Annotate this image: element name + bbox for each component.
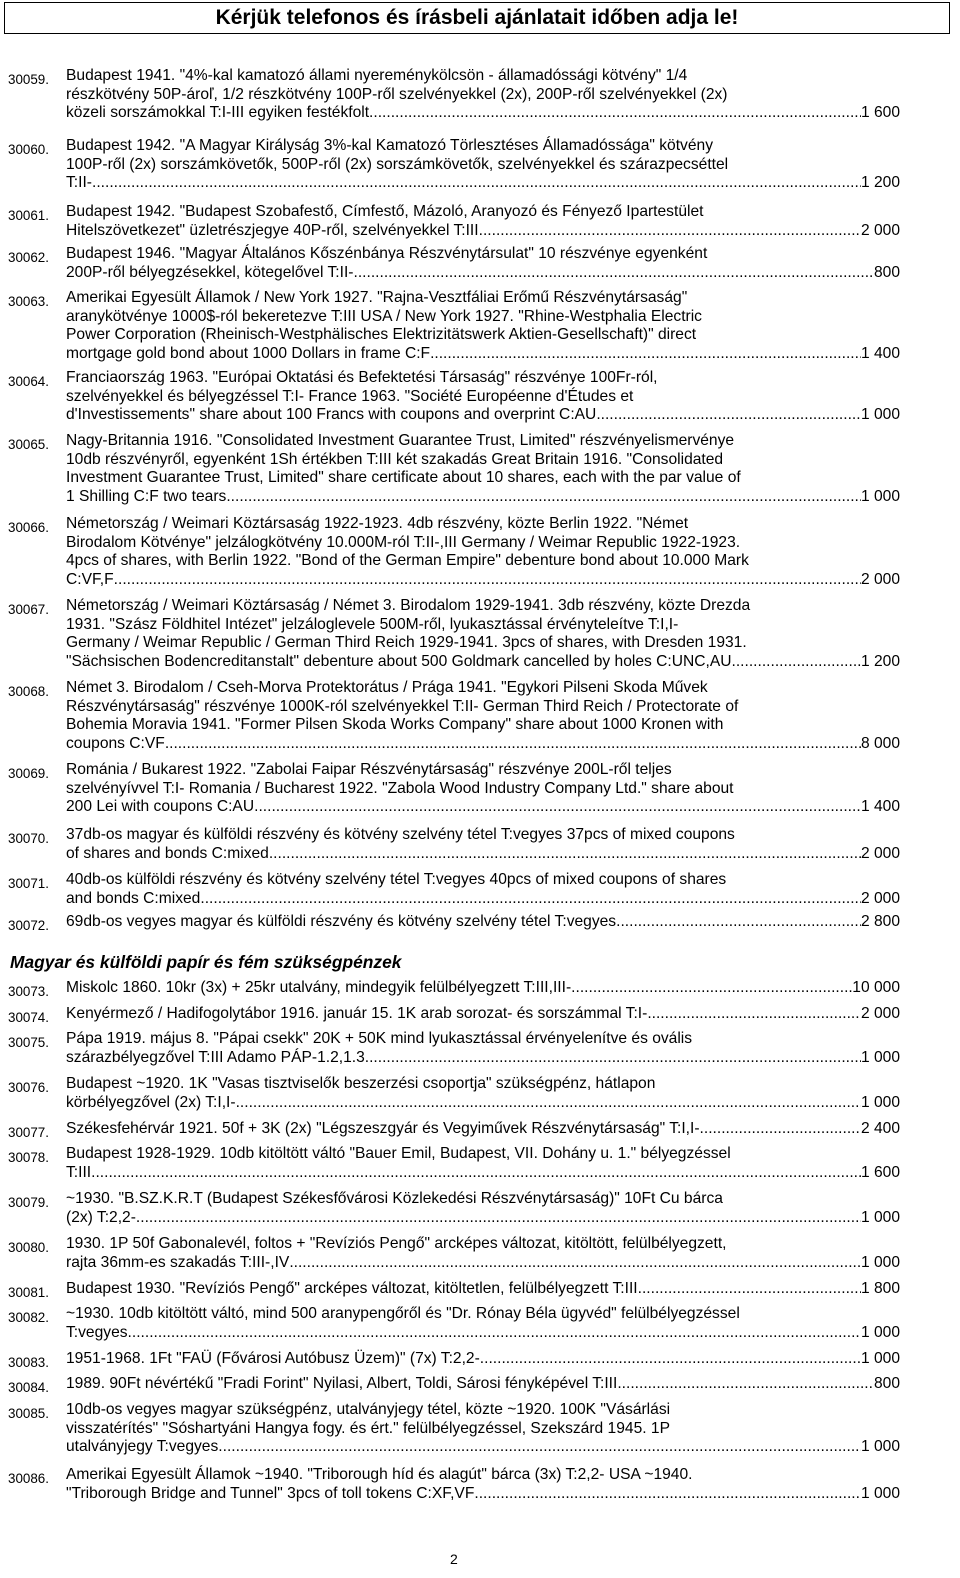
lot-item xyxy=(8,1466,900,1503)
lot-price: 1 400 xyxy=(860,798,900,816)
lot-last-line xyxy=(66,1324,900,1343)
lot-price: 1 200 xyxy=(860,652,900,670)
lot-text-line: Budapest 1928-1929. 10db kitöltött váltó "Bauer Emil, Budapest, VII. Dohány u. 1." bélyegzéssel xyxy=(66,1145,731,1162)
lot-text-line: 1931. "Szász Földhitel Intézet" jelzáloglevele 500M-ről, lyukasztással érvényteleítve T:I,I- xyxy=(66,615,679,633)
lot-text-line: Székesfehérvár 1921. 50f + 3K (2x) "Légszeszgyár és Vegyiművek Részvénytársaság" T:I,I- xyxy=(66,1120,700,1137)
lot-price: 8 000 xyxy=(860,734,900,752)
lot-last-line xyxy=(66,488,900,507)
lot-text-line: Power Corporation (Rheinisch-Westphälisches Elektrizitätswerk Aktien-Gesellschaft)" direct xyxy=(66,326,697,344)
lot-description xyxy=(66,203,900,240)
lot-description xyxy=(66,245,900,282)
lot-price: 1 000 xyxy=(860,1438,900,1456)
lot-number: 30062. xyxy=(8,250,49,265)
dot-leader xyxy=(430,345,861,364)
lot-description xyxy=(66,761,900,817)
lot-price: 2 000 xyxy=(860,221,900,239)
lot-number: 30059. xyxy=(8,72,49,87)
lot-text-line: részkötvény 50P-ároľ, 1/2 részkötvény 100P-ről szelvényekkel (2x), 200P-ről szelvényekkel (2x) xyxy=(66,85,728,103)
lot-text-line: (2x) T:2,2- xyxy=(66,1208,136,1226)
lot-text-line: Német 3. Birodalom / Cseh-Morva Protektorátus / Prága 1941. "Egykori Pilseni Skoda Művek xyxy=(66,679,708,696)
lot-price: 1 600 xyxy=(860,104,900,122)
lot-price: 1 400 xyxy=(860,344,900,362)
lot-number: 30068. xyxy=(8,684,49,699)
lot-text-line: körbélyegzővel (2x) T:I,I- xyxy=(66,1093,236,1111)
lot-last-line xyxy=(66,979,900,998)
lot-last-line xyxy=(66,406,900,425)
lot-item xyxy=(8,369,900,425)
lot-description xyxy=(66,979,900,1001)
lot-text-line: 200P-ről bélyegzésekkel, kötegelővel T:II- xyxy=(66,263,354,281)
lot-text-line: "Sächsischen Bodencreditanstalt" debenture about 500 Goldmark cancelled by holes C:UNC,AU xyxy=(66,652,732,670)
lot-number: 30072. xyxy=(8,918,49,933)
lot-number: 30077. xyxy=(8,1125,49,1140)
lot-text-line: T:vegyes xyxy=(66,1323,128,1341)
lot-description xyxy=(66,1190,900,1227)
lot-text-line: rajta 36mm-es szakadás T:III-,IV xyxy=(66,1253,290,1271)
lot-text-line: ~1930. "B.SZ.K.R.T (Budapest Székesfővárosi Közlekedési Részvénytársaság)" 10Ft Cu bárca xyxy=(66,1190,723,1207)
lot-text-line: Amerikai Egyesült Államok / New York 1927. "Rajna-Vesztfáliai Erőmű Részvénytársaság" xyxy=(66,289,688,306)
lot-last-line xyxy=(66,1094,900,1113)
lot-last-line xyxy=(66,1164,900,1183)
dot-leader xyxy=(226,488,861,507)
lot-price: 2 800 xyxy=(860,913,900,930)
lot-item xyxy=(8,432,900,506)
lot-text-line: Hitelszövetkezet" üzletrészjegye 40P-ről, szelvényekkel T:III xyxy=(66,221,479,239)
lot-description xyxy=(66,871,900,908)
dot-leader xyxy=(638,1280,861,1299)
lot-description xyxy=(66,1466,900,1503)
dot-leader xyxy=(596,406,861,425)
lot-number: 30069. xyxy=(8,766,49,781)
dot-leader xyxy=(92,174,861,193)
lot-text-line: of shares and bonds C:mixed xyxy=(66,844,269,862)
lot-price: 2 000 xyxy=(860,889,900,907)
lot-text-line: szelvényekkel és bélyegzéssel T:I- France 1963. "Société Européenne d'Études et xyxy=(66,387,634,405)
dot-leader xyxy=(571,979,852,998)
lot-text-line: Budapest 1930. "Revíziós Pengő" arcképes változat, kitöltetlen, felülbélyegzett T:III xyxy=(66,1280,638,1297)
dot-leader xyxy=(474,1485,861,1504)
lot-item xyxy=(8,679,900,753)
lot-item xyxy=(8,1030,900,1067)
lot-number: 30081. xyxy=(8,1285,49,1300)
dot-leader xyxy=(289,1254,861,1273)
lot-item xyxy=(8,1375,900,1397)
lot-item xyxy=(8,67,900,123)
lot-item xyxy=(8,137,900,193)
lot-description xyxy=(66,1401,900,1457)
lot-last-line xyxy=(66,222,900,241)
dot-leader xyxy=(700,1120,861,1139)
lot-text-line: Részvénytársaság" részvénye 1000K-ról szelvényekkel T:II- German Third Reich / Protectorate of xyxy=(66,697,739,715)
lot-price: 800 xyxy=(873,1375,900,1392)
lot-text-line: 4pcs of shares, with Berlin 1922. "Bond of the German Empire" debenture bond about 10.000 Mark xyxy=(66,552,749,570)
lot-description xyxy=(66,1305,900,1342)
lot-last-line xyxy=(66,1005,900,1024)
lot-text-line: coupons C:VF xyxy=(66,734,165,752)
dot-leader xyxy=(354,264,874,283)
lot-number: 30061. xyxy=(8,208,49,223)
lot-price: 1 000 xyxy=(860,1484,900,1502)
dot-leader xyxy=(165,735,861,754)
lot-text-line: 200 Lei with coupons C:AU xyxy=(66,798,255,816)
lot-description xyxy=(66,1145,900,1182)
lot-number: 30079. xyxy=(8,1195,49,1210)
lot-item xyxy=(8,826,900,863)
dot-leader xyxy=(617,1375,874,1394)
lot-item xyxy=(8,913,900,935)
lot-text-line: szelvényívvel T:I- Romania / Bucharest 1922. "Zabola Wood Industry Company Ltd." share about xyxy=(66,779,734,797)
lot-price: 1 600 xyxy=(860,1163,900,1181)
lot-last-line xyxy=(66,174,900,193)
lot-description xyxy=(66,826,900,863)
lot-item xyxy=(8,245,900,282)
lot-text-line: ~1930. 10db kitöltött váltó, mind 500 aranypengőről és "Dr. Rónay Béla ügyvéd" felülbélyegzéssel xyxy=(66,1305,740,1322)
lot-last-line xyxy=(66,1280,900,1299)
dot-leader xyxy=(114,571,861,590)
lot-item xyxy=(8,289,900,363)
lot-number: 30066. xyxy=(8,520,49,535)
dot-leader xyxy=(200,890,861,909)
lot-last-line xyxy=(66,1120,900,1139)
lot-text-line: 1951-1968. 1Ft "FAÜ (Fővárosi Autóbusz Üzem)" (7x) T:2,2- xyxy=(66,1350,480,1367)
lot-last-line xyxy=(66,1375,900,1394)
lot-last-line xyxy=(66,1049,900,1068)
lot-text-line: szárazbélyegzővel T:III Adamo PÁP-1.2,1.3 xyxy=(66,1048,365,1066)
lot-description xyxy=(66,1350,900,1372)
lot-text-line: 1989. 90Ft névértékű "Fradi Forint" Nyilasi, Albert, Toldi, Sárosi fényképével T:III xyxy=(66,1375,618,1392)
lot-item xyxy=(8,1145,900,1182)
lot-description xyxy=(66,369,900,425)
lot-text-line: 10db részvényről, egyenként 1Sh értékben T:III két szakadás Great Britain 1916. "Consolidated xyxy=(66,450,724,468)
lot-price: 1 200 xyxy=(860,174,900,192)
lot-description xyxy=(66,137,900,193)
lot-text-line: Budapest 1941. "4%-kal kamatozó állami nyereménykölcsön - államadóssági kötvény" 1/4 xyxy=(66,67,688,84)
lot-price: 1 000 xyxy=(860,1253,900,1271)
lot-text-line: "Triborough Bridge and Tunnel" 3pcs of toll tokens C:XF,VF xyxy=(66,1484,475,1502)
lot-price: 1 800 xyxy=(860,1280,900,1297)
dot-leader xyxy=(218,1438,861,1457)
lot-text-line: d'Investissements" share about 100 Francs with coupons and overprint C:AU xyxy=(66,406,597,424)
lot-price: 1 000 xyxy=(860,1048,900,1066)
lot-item xyxy=(8,1401,900,1457)
lot-description xyxy=(66,1375,900,1397)
lot-text-line: aranykötvénye 1000$-ról bekeretezve T:III USA / New York 1927. "Rhine-Westphalia Electric xyxy=(66,307,702,325)
lot-number: 30080. xyxy=(8,1240,49,1255)
lot-text-line: and bonds C:mixed xyxy=(66,889,201,907)
lot-price: 10 000 xyxy=(852,979,900,996)
lot-text-line: 37db-os magyar és külföldi részvény és kötvény szelvény tétel T:vegyes 37pcs of mixed coupons xyxy=(66,826,735,843)
lot-text-line: 100P-ről (2x) sorszámkövetők, 500P-ről (2x) sorszámkövetők, szelvényekkel és szárazpecséttel xyxy=(66,155,729,173)
dot-leader xyxy=(254,798,861,817)
page-number: 2 xyxy=(450,1551,458,1567)
dot-leader xyxy=(91,1164,861,1183)
lot-text-line: Kenyérmező / Hadifogolytábor 1916. január 15. 1K arab sorozat- és sorszámmal T:I- xyxy=(66,1005,648,1022)
dot-leader xyxy=(647,1005,861,1024)
banner-heading: Kérjük telefonos és írásbeli ajánlatait időben adja le! xyxy=(4,2,950,34)
lot-text-line: Germany / Weimar Republic / German Third Reich 1929-1941. 3pcs of shares, with Dresden 1931. xyxy=(66,634,747,652)
lot-text-line: 1930. 1P 50f Gabonalevél, foltos + "Revíziós Pengő" arcképes változat, kitöltött, felülbélyegzett, xyxy=(66,1235,727,1252)
lot-text-line: közeli sorszámokkal T:I-III egyiken festékfolt xyxy=(66,104,370,122)
lot-text-line: 69db-os vegyes magyar és külföldi részvény és kötvény szelvény tétel T:vegyes xyxy=(66,913,617,930)
lot-price: 1 000 xyxy=(860,487,900,505)
lot-text-line: Budapest 1942. "A Magyar Királyság 3%-kal Kamatozó Törlesztéses Államadóssága" kötvény xyxy=(66,137,713,154)
lot-text-line: C:VF,F xyxy=(66,570,114,588)
lot-description xyxy=(66,1075,900,1112)
lot-description xyxy=(66,515,900,589)
lot-description xyxy=(66,432,900,506)
lot-text-line: visszatérítés" "Sóshartyáni Hangya fogy. és ért." felülbélyegzéssel, Szekszárd 1945. 1P xyxy=(66,1419,670,1437)
lot-text-line: 1 Shilling C:F two tears xyxy=(66,487,227,505)
lot-number: 30082. xyxy=(8,1310,49,1325)
lot-item xyxy=(8,1005,900,1027)
lot-last-line xyxy=(66,890,900,909)
lot-price: 2 000 xyxy=(860,844,900,862)
lot-text-line: T:III xyxy=(66,1163,92,1181)
lot-text-line: Németország / Weimari Köztársaság 1922-1923. 4db részvény, közte Berlin 1922. "Német xyxy=(66,515,689,532)
lot-item xyxy=(8,979,900,1001)
lot-number: 30076. xyxy=(8,1080,49,1095)
lot-item xyxy=(8,1190,900,1227)
lot-text-line: utalványjegy T:vegyes xyxy=(66,1438,219,1456)
dot-leader xyxy=(128,1324,861,1343)
lot-description xyxy=(66,1120,900,1142)
lot-item xyxy=(8,203,900,240)
dot-leader xyxy=(369,104,861,123)
lot-text-line: mortgage gold bond about 1000 Dollars in frame C:F xyxy=(66,344,431,362)
lot-last-line xyxy=(66,1485,900,1504)
dot-leader xyxy=(365,1049,861,1068)
lot-description xyxy=(66,1280,900,1302)
lot-description xyxy=(66,1005,900,1027)
lot-last-line xyxy=(66,104,900,123)
lot-text-line: Amerikai Egyesült Államok ~1940. "Triborough híd és alagút" bárca (3x) T:2,2- USA ~1940. xyxy=(66,1466,693,1483)
lot-text-line: Románia / Bukarest 1922. "Zabolai Faipar Részvénytársaság" részvénye 200L-ről teljes xyxy=(66,761,672,778)
lot-price: 1 000 xyxy=(860,1093,900,1111)
lot-item xyxy=(8,1235,900,1272)
lot-description xyxy=(66,679,900,753)
lot-number: 30084. xyxy=(8,1380,49,1395)
lot-number: 30064. xyxy=(8,374,49,389)
lot-last-line xyxy=(66,913,900,932)
section-title: Magyar és külföldi papír és fém szükségpénzek xyxy=(10,952,402,972)
dot-leader xyxy=(479,222,861,241)
lot-text-line: Miskolc 1860. 10kr (3x) + 25kr utalvány, mindegyik felülbélyegzett T:III,III- xyxy=(66,979,572,996)
lot-number: 30086. xyxy=(8,1471,49,1486)
lot-price: 2 000 xyxy=(860,1005,900,1022)
lot-text-line: T:II- xyxy=(66,174,92,192)
lot-number: 30071. xyxy=(8,876,49,891)
lot-last-line xyxy=(66,735,900,754)
lot-item xyxy=(8,761,900,817)
lot-last-line xyxy=(66,1350,900,1369)
lot-number: 30067. xyxy=(8,602,49,617)
lot-last-line xyxy=(66,845,900,864)
lot-number: 30065. xyxy=(8,437,49,452)
lot-last-line xyxy=(66,1254,900,1273)
lot-last-line xyxy=(66,1209,900,1228)
lot-number: 30063. xyxy=(8,294,49,309)
lot-item xyxy=(8,597,900,671)
lot-text-line: Birodalom Kötvénye" jelzálogkötvény 10.000M-ról T:II-,III Germany / Weimar Republic 1922-1923. xyxy=(66,533,741,551)
lot-price: 1 000 xyxy=(860,1323,900,1341)
lot-description xyxy=(66,597,900,671)
dot-leader xyxy=(732,653,861,672)
lot-text-line: Bohemia Moravia 1941. "Former Pilsen Skoda Works Company" share about 1000 Kronen with xyxy=(66,716,724,734)
lot-text-line: Franciaország 1963. "Európai Oktatási és Befektetési Társaság" részvénye 100Fr-ról, xyxy=(66,369,658,386)
lot-number: 30073. xyxy=(8,984,49,999)
lot-price: 2 400 xyxy=(860,1120,900,1137)
lot-text-line: Investment Guarantee Trust, Limited" share certificate about 10 shares, each with the par value of xyxy=(66,469,741,487)
lot-price: 1 000 xyxy=(860,406,900,424)
lot-number: 30078. xyxy=(8,1150,49,1165)
dot-leader xyxy=(136,1209,861,1228)
lot-description xyxy=(66,67,900,123)
lot-text-line: Budapest 1942. "Budapest Szobafestő, Címfestő, Mázoló, Aranyozó és Fényező Ipartestület xyxy=(66,203,704,220)
lot-text-line: Budapest 1946. "Magyar Általános Kőszénbánya Részvénytársulat" 10 részvénye egyenként xyxy=(66,245,708,262)
lot-description xyxy=(66,913,900,935)
lot-last-line xyxy=(66,653,900,672)
lot-last-line xyxy=(66,798,900,817)
lot-item xyxy=(8,515,900,589)
dot-leader xyxy=(236,1094,861,1113)
lot-number: 30085. xyxy=(8,1406,49,1421)
lot-item xyxy=(8,1305,900,1342)
lot-item xyxy=(8,1075,900,1112)
lot-number: 30060. xyxy=(8,142,49,157)
lot-last-line xyxy=(66,264,900,283)
lot-description xyxy=(66,1030,900,1067)
dot-leader xyxy=(269,845,861,864)
lot-text-line: Budapest ~1920. 1K "Vasas tisztviselők beszerzési csoportja" szükségpénz, hátlapon xyxy=(66,1075,656,1092)
lot-text-line: Németország / Weimari Köztársaság / Német 3. Birodalom 1929-1941. 3db részvény, közte Drezda xyxy=(66,597,751,614)
lot-price: 1 000 xyxy=(860,1208,900,1226)
lot-text-line: 10db-os vegyes magyar szükségpénz, utalványjegy tétel, közte ~1920. 100K "Vásárlási xyxy=(66,1401,671,1418)
lot-text-line: Pápa 1919. május 8. "Pápai csekk" 20K + 50K mind lyukasztással érvényelenítve és ovális xyxy=(66,1030,693,1047)
lot-last-line xyxy=(66,1438,900,1457)
dot-leader xyxy=(480,1350,861,1369)
lot-description xyxy=(66,289,900,363)
lot-description xyxy=(66,1235,900,1272)
lot-text-line: 40db-os külföldi részvény és kötvény szelvény tétel T:vegyes 40pcs of mixed coupons of shares xyxy=(66,871,727,888)
lot-item xyxy=(8,1280,900,1302)
lot-price: 2 000 xyxy=(860,570,900,588)
lot-item xyxy=(8,1350,900,1372)
lot-price: 800 xyxy=(873,263,900,281)
lot-price: 1 000 xyxy=(860,1350,900,1367)
lot-item xyxy=(8,871,900,908)
lot-text-line: Nagy-Britannia 1916. "Consolidated Investment Guarantee Trust, Limited" részvényelismervénye xyxy=(66,432,735,449)
dot-leader xyxy=(616,913,861,932)
lot-last-line xyxy=(66,345,900,364)
lot-number: 30070. xyxy=(8,831,49,846)
lot-number: 30083. xyxy=(8,1355,49,1370)
lot-item xyxy=(8,1120,900,1142)
lot-number: 30075. xyxy=(8,1035,49,1050)
lot-last-line xyxy=(66,571,900,590)
lot-number: 30074. xyxy=(8,1010,49,1025)
